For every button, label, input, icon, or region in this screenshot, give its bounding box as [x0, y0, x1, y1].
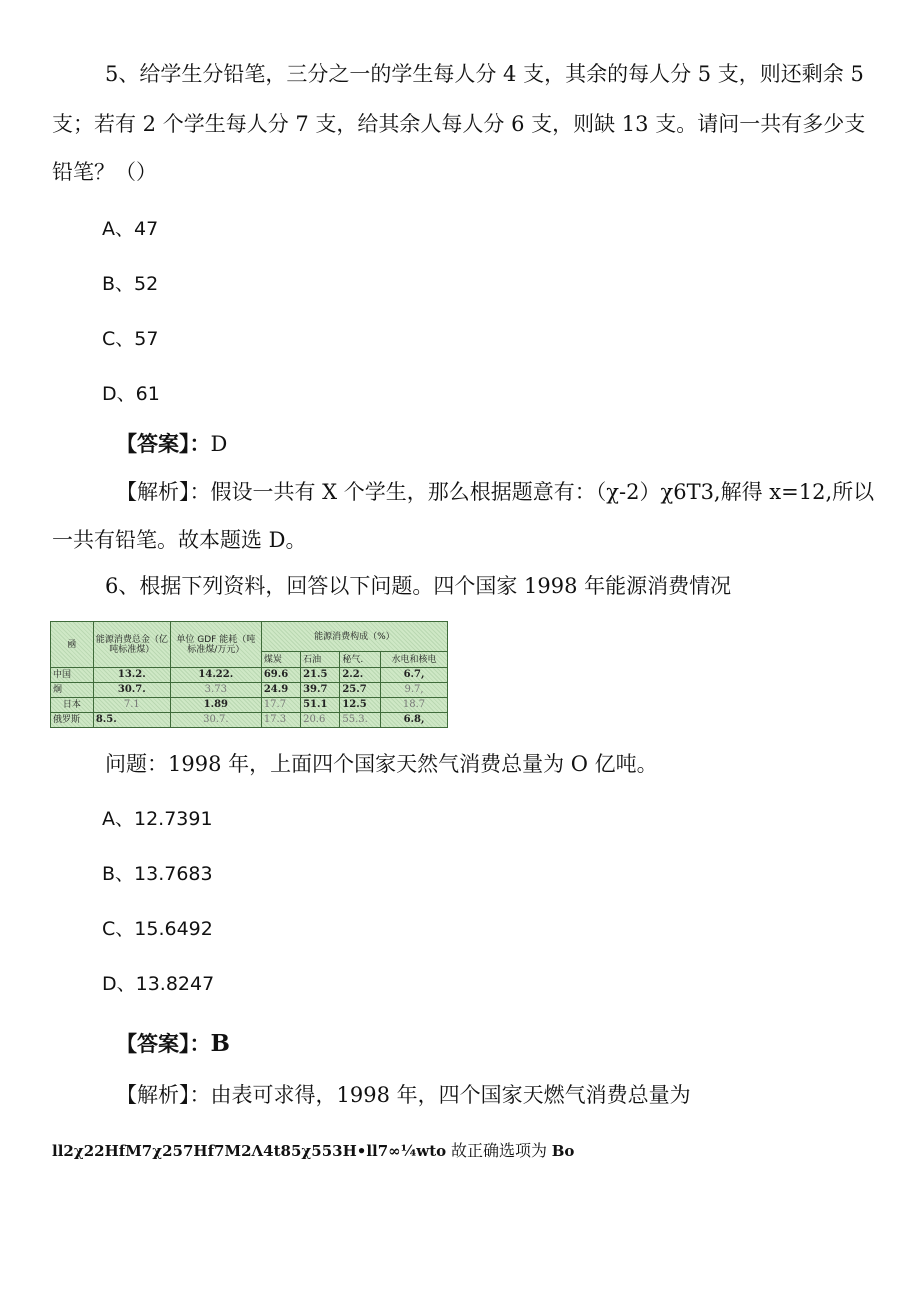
q6-option-a: A、12.7391	[102, 808, 213, 830]
table-country: 中国	[51, 668, 94, 683]
q5-answer	[116, 430, 227, 458]
table-row	[51, 713, 448, 728]
table-cell: 8.5.	[93, 713, 170, 728]
q6-option-c: C、15.6492	[102, 918, 213, 940]
q6-option-d: D、13.8247	[102, 973, 215, 995]
table-cell: 17.3	[261, 713, 300, 728]
q5-text-line-2: 支；若有 2 个学生每人分 7 支，给其余人每人分 6 支，则缺 13 支。请问一共有多少支	[52, 112, 866, 136]
q6-analysis-conclusion: 故正确选项为	[450, 1141, 547, 1160]
table-subheader-gas: 秘气.	[340, 652, 381, 668]
table-cell: 9.7,	[381, 683, 448, 698]
table-cell: 14.22.	[170, 668, 261, 683]
table-cell: 39.7	[301, 683, 340, 698]
q6-analysis-line-1: 【解析】：由表可求得，1998 年，四个国家天燃气消费总量为	[116, 1083, 691, 1107]
q5-text-line-3: 铅笔？（）	[52, 160, 157, 184]
q6-answer	[116, 1030, 230, 1058]
table-cell: 2.2.	[340, 668, 381, 683]
q6-analysis-answer: Bo	[551, 1142, 575, 1160]
q6-intro: 6、根据下列资料，回答以下问题。四个国家 1998 年能源消费情况	[105, 574, 732, 598]
table-cell: 55.3.	[340, 713, 381, 728]
table-cell: 17.7	[261, 698, 300, 713]
table-country: 日本	[51, 698, 94, 713]
q6-answer-label: 【答案】：	[116, 1031, 211, 1056]
q5-text-line-1: 5、给学生分铅笔，三分之一的学生每人分 4 支，其余的每人分 5 支，则还剩余 5	[105, 62, 864, 86]
table-subheader-oil: 石油	[301, 652, 340, 668]
table-unit-header: 单位 GDF 能耗（吨标准煤/万元）	[170, 622, 261, 668]
table-cell: 18.7	[381, 698, 448, 713]
table-cell: 6.8,	[381, 713, 448, 728]
table-cell: 7.1	[93, 698, 170, 713]
energy-table	[50, 621, 448, 728]
table-corner-header: 凾	[51, 622, 94, 668]
table-cell: 12.5	[340, 698, 381, 713]
q6-analysis-line-2	[52, 1137, 574, 1165]
table-cell: 51.1	[301, 698, 340, 713]
table-composition-header: 能源消费构成（%）	[261, 622, 447, 652]
table-row	[51, 698, 448, 713]
q5-answer-label: 【答案】：	[116, 431, 211, 456]
q6-option-b: B、13.7683	[102, 863, 213, 885]
table-row	[51, 668, 448, 683]
q5-option-b: B、52	[102, 273, 159, 295]
table-cell: 20.6	[301, 713, 340, 728]
table-cell: 1.89	[170, 698, 261, 713]
table-cell: 13.2.	[93, 668, 170, 683]
q5-answer-value: D	[210, 432, 228, 456]
table-subheader-coal: 煤炭	[261, 652, 300, 668]
q6-question: 问题：1998 年，上面四个国家天然气消费总量为 O 亿吨。	[105, 752, 658, 776]
table-cell: 30.7.	[93, 683, 170, 698]
table-total-header: 能源消费总金（亿吨标准煤）	[93, 622, 170, 668]
table-cell: 24.9	[261, 683, 300, 698]
q6-analysis-formula: ll2χ22HfM7χ257Hf7M2Λ4t85χ553H•ll7∞¼wto	[52, 1142, 447, 1160]
table-cell: 30.7.	[170, 713, 261, 728]
q6-answer-value: B	[210, 1030, 230, 1057]
table-cell: 69.6	[261, 668, 300, 683]
table-cell: 3.73	[170, 683, 261, 698]
table-subheader-hydro-nuclear: 水电和核电	[381, 652, 448, 668]
q5-analysis-line-2: 一共有铅笔。故本题选 D。	[52, 528, 307, 552]
table-row	[51, 683, 448, 698]
q5-option-d: D、61	[102, 383, 160, 405]
table-cell: 25.7	[340, 683, 381, 698]
q5-option-c: C、57	[102, 328, 159, 350]
table-country: 炯	[51, 683, 94, 698]
table-country: 俄罗斯	[51, 713, 94, 728]
q5-option-a: A、47	[102, 218, 159, 240]
table-cell: 6.7,	[381, 668, 448, 683]
table-cell: 21.5	[301, 668, 340, 683]
q5-analysis-line-1: 【解析】：假设一共有 X 个学生，那么根据题意有：（χ-2）χ6T3,解得 x=12,所以	[116, 480, 875, 504]
